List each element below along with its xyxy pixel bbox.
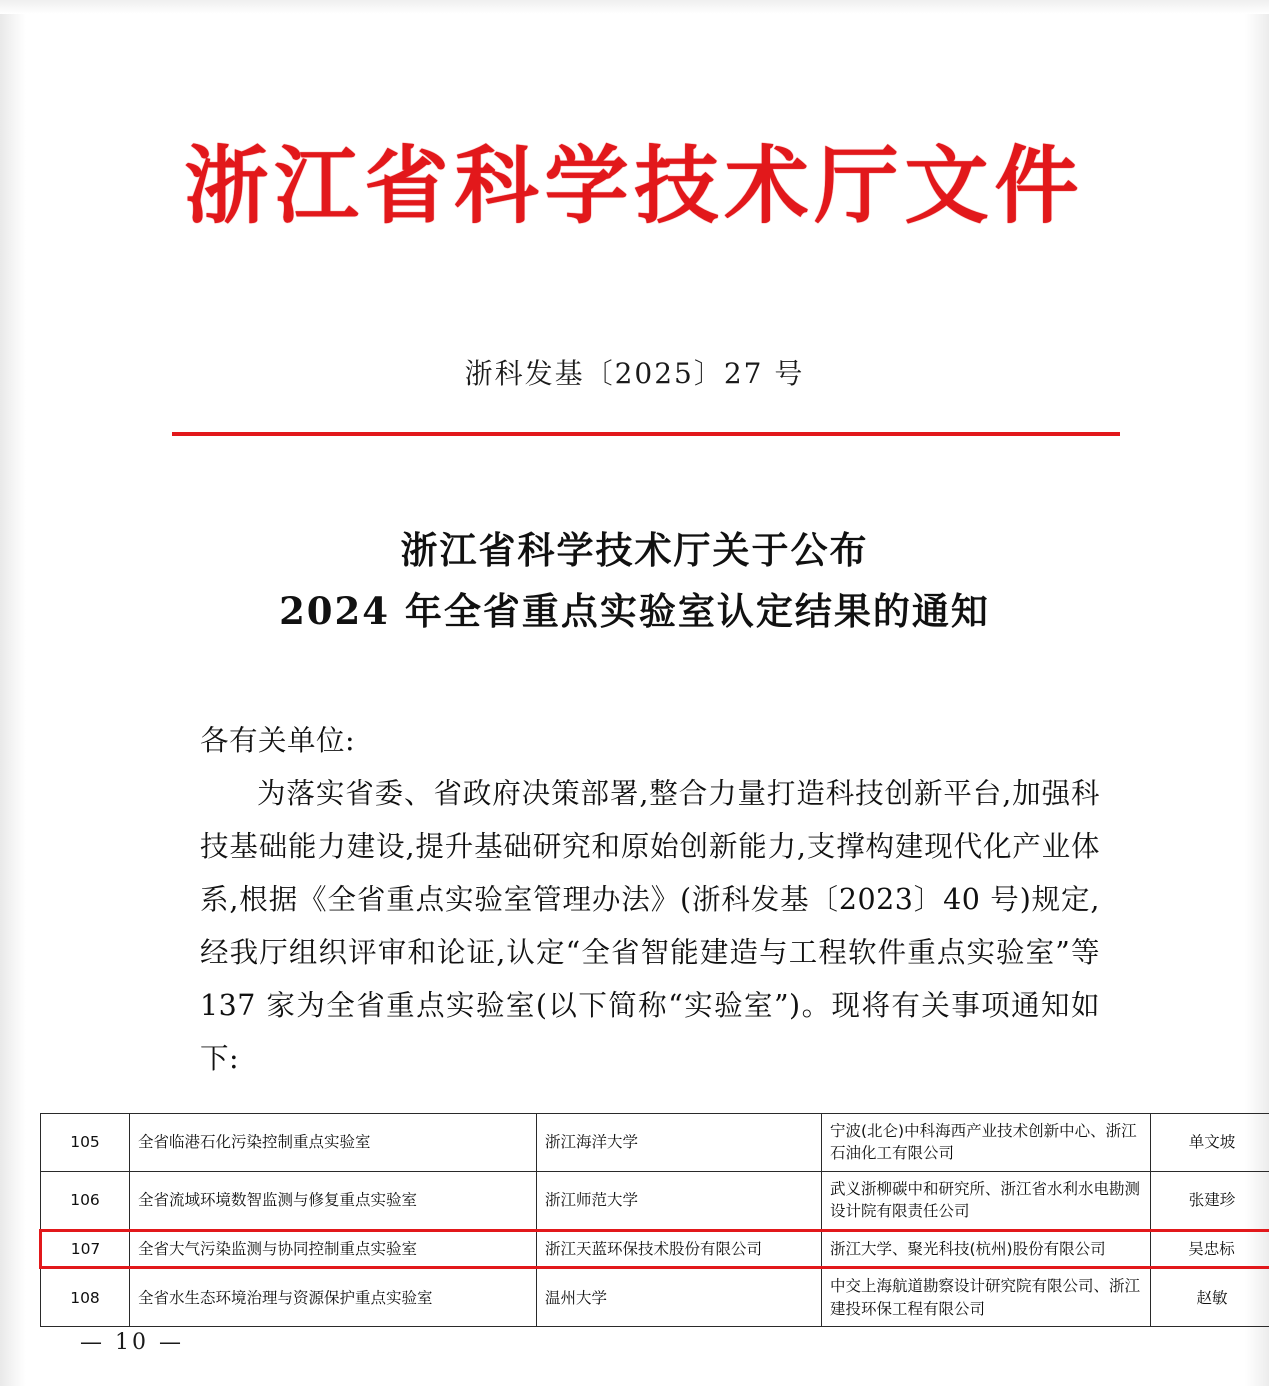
row-lab-name: 全省水生态环境治理与资源保护重点实验室 [130, 1268, 537, 1327]
page-title-line-1: 浙江省科学技术厅关于公布 [400, 528, 869, 572]
red-divider-rule [172, 432, 1120, 436]
table-row [41, 1268, 1269, 1327]
table-row [41, 1114, 1269, 1172]
row-organization: 温州大学 [537, 1268, 822, 1327]
row-index: 106 [41, 1171, 130, 1230]
row-person: 张建珍 [1151, 1171, 1269, 1230]
row-cooperators: 武义浙柳碳中和研究所、浙江省水利水电勘测设计院有限责任公司 [822, 1171, 1151, 1230]
page-number-footer: — 10 — [80, 1330, 184, 1355]
row-person: 赵敏 [1151, 1268, 1269, 1327]
row-organization: 浙江天蓝环保技术股份有限公司 [537, 1230, 822, 1267]
row-organization: 浙江师范大学 [537, 1171, 822, 1230]
row-lab-name: 全省临港石化污染控制重点实验室 [130, 1114, 537, 1172]
row-cooperators: 中交上海航道勘察设计研究院有限公司、浙江建投环保工程有限公司 [822, 1268, 1151, 1327]
row-person: 单文坡 [1151, 1114, 1269, 1172]
row-organization: 浙江海洋大学 [537, 1114, 822, 1172]
salutation: 各有关单位: [200, 724, 356, 757]
table-row-highlighted [41, 1230, 1269, 1267]
page-edge-top-shadow [0, 0, 1269, 14]
body-paragraph: 为落实省委、省政府决策部署,整合力量打造科技创新平台,加强科技基础能力建设,提升基础研究和原始创新能力,支撑构建现代化产业体系,根据《全省重点实验室管理办法》(浙科发基〔2023〕40 号)规定,经我厅组织评审和论证,认定“全省智能建造与工程软件重点实验室”等 137 家为全省重点实验室(以下简称“实验室”)。现将有关事项通知如下: [200, 777, 1100, 1075]
row-lab-name: 全省流域环境数智监测与修复重点实验室 [130, 1171, 537, 1230]
row-index: 108 [41, 1268, 130, 1327]
page-title [0, 520, 1269, 642]
document-number: 浙科发基〔2025〕27 号 [464, 357, 805, 390]
document-masthead: 浙江省科学技术厅文件 [184, 136, 1085, 235]
row-index: 105 [41, 1114, 130, 1172]
results-table-container [39, 1113, 1236, 1327]
row-lab-name: 全省大气污染监测与协同控制重点实验室 [130, 1230, 537, 1267]
row-cooperators: 宁波(北仑)中科海西产业技术创新中心、浙江石油化工有限公司 [822, 1114, 1151, 1172]
page-title-line-2: 2024 年全省重点实验室认定结果的通知 [279, 589, 990, 634]
row-index: 107 [41, 1230, 130, 1267]
table-row [41, 1171, 1269, 1230]
results-table [39, 1113, 1269, 1327]
row-person: 吴忠标 [1151, 1230, 1269, 1267]
row-cooperators: 浙江大学、聚光科技(杭州)股份有限公司 [822, 1230, 1151, 1267]
document-body [200, 714, 1100, 1085]
